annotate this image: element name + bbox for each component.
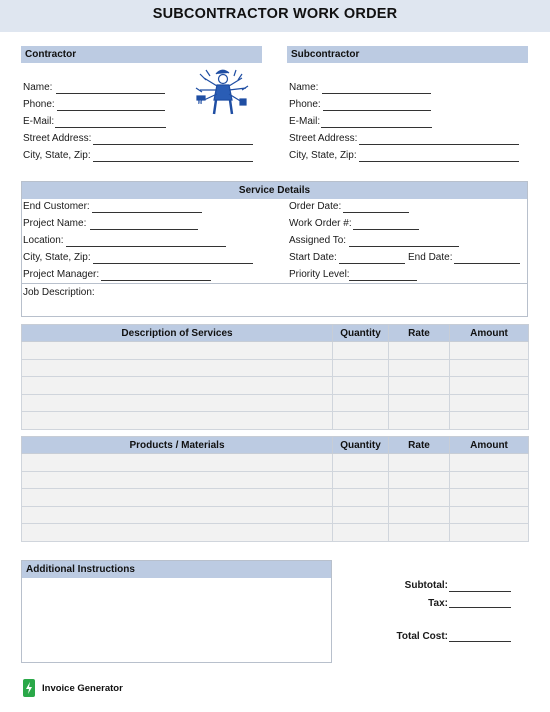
- brand-footer[interactable]: [22, 679, 123, 697]
- table-cell[interactable]: [450, 524, 529, 542]
- table-row: [22, 359, 529, 377]
- table-row: [22, 342, 529, 360]
- field-label: E-Mail:: [23, 116, 55, 127]
- table-cell[interactable]: [22, 412, 333, 430]
- subcontractor-email-field[interactable]: [289, 116, 434, 130]
- subcontractor-city-field[interactable]: [289, 150, 524, 164]
- table-row: [22, 394, 529, 412]
- job-description-field[interactable]: [23, 287, 523, 315]
- field-label: Priority Level:: [289, 269, 350, 280]
- start-date-field[interactable]: [289, 252, 409, 266]
- svg-text:M: M: [198, 100, 203, 106]
- field-label: E-Mail:: [289, 116, 321, 127]
- subcontractor-street-field[interactable]: [289, 133, 524, 147]
- table-row: [22, 506, 529, 524]
- tax-line[interactable]: [449, 607, 511, 608]
- field-label: Work Order #:: [289, 218, 352, 229]
- field-label: Project Manager:: [23, 269, 100, 280]
- location-field[interactable]: [23, 235, 228, 249]
- table-cell[interactable]: [389, 454, 450, 472]
- table-row: [22, 412, 529, 430]
- materials-col-products: Products / Materials: [22, 437, 333, 454]
- field-label: City, State, Zip:: [23, 252, 91, 263]
- total-cost-line[interactable]: [449, 641, 511, 642]
- order-date-field[interactable]: [289, 201, 414, 215]
- table-row: [22, 377, 529, 395]
- table-cell[interactable]: [450, 394, 529, 412]
- services-col-rate: Rate: [389, 325, 450, 342]
- field-label: End Customer:: [23, 201, 90, 212]
- contractor-name-field[interactable]: [23, 82, 168, 96]
- field-label: Start Date:: [289, 252, 337, 263]
- field-label: Phone:: [289, 99, 321, 110]
- table-cell[interactable]: [333, 471, 389, 489]
- table-cell[interactable]: [450, 471, 529, 489]
- priority-level-field[interactable]: [289, 269, 424, 283]
- table-cell[interactable]: [450, 489, 529, 507]
- field-label: Street Address:: [23, 133, 92, 144]
- table-row: [22, 524, 529, 542]
- table-cell[interactable]: [333, 412, 389, 430]
- subtotal-label: Subtotal:: [404, 580, 448, 591]
- field-label: Assigned To:: [289, 235, 347, 246]
- table-cell[interactable]: [333, 359, 389, 377]
- table-cell[interactable]: [22, 454, 333, 472]
- brand-name: Invoice Generator: [42, 682, 123, 694]
- field-label: Name:: [23, 82, 53, 93]
- job-description-divider: [22, 283, 527, 284]
- contractor-city-field[interactable]: [23, 150, 258, 164]
- table-cell[interactable]: [333, 377, 389, 395]
- table-cell[interactable]: [389, 524, 450, 542]
- table-cell[interactable]: [450, 506, 529, 524]
- table-cell[interactable]: [389, 471, 450, 489]
- subcontractor-header: Subcontractor: [287, 46, 528, 63]
- table-cell[interactable]: [450, 359, 529, 377]
- end-date-field[interactable]: [408, 252, 526, 266]
- project-name-field[interactable]: [23, 218, 203, 232]
- contractor-phone-field[interactable]: [23, 99, 168, 113]
- table-cell[interactable]: [333, 489, 389, 507]
- table-row: [22, 454, 529, 472]
- project-manager-field[interactable]: [23, 269, 213, 283]
- services-col-description: Description of Services: [22, 325, 333, 342]
- materials-col-rate: Rate: [389, 437, 450, 454]
- materials-col-quantity: Quantity: [333, 437, 389, 454]
- field-label: End Date:: [408, 252, 453, 263]
- services-table: [21, 324, 529, 430]
- total-cost-label: Total Cost:: [396, 631, 448, 642]
- end-customer-field[interactable]: [23, 201, 203, 215]
- table-cell[interactable]: [22, 524, 333, 542]
- table-cell[interactable]: [22, 394, 333, 412]
- table-cell[interactable]: [333, 342, 389, 360]
- field-label: Phone:: [23, 99, 55, 110]
- assigned-to-field[interactable]: [289, 235, 464, 249]
- table-cell[interactable]: [22, 377, 333, 395]
- contractor-email-field[interactable]: [23, 116, 168, 130]
- table-cell[interactable]: [333, 506, 389, 524]
- table-cell[interactable]: [450, 342, 529, 360]
- field-label: Job Description:: [23, 287, 95, 298]
- subcontractor-name-field[interactable]: [289, 82, 434, 96]
- table-cell[interactable]: [450, 454, 529, 472]
- table-cell[interactable]: [333, 454, 389, 472]
- table-cell[interactable]: [22, 342, 333, 360]
- table-cell[interactable]: [450, 412, 529, 430]
- page-title: SUBCONTRACTOR WORK ORDER: [152, 6, 398, 22]
- contractor-header: Contractor: [21, 46, 262, 63]
- table-cell[interactable]: [22, 359, 333, 377]
- table-cell[interactable]: [450, 377, 529, 395]
- table-cell[interactable]: [389, 394, 450, 412]
- table-row: [22, 471, 529, 489]
- tax-label: Tax:: [428, 598, 448, 609]
- field-label: Street Address:: [289, 133, 358, 144]
- materials-col-amount: Amount: [450, 437, 529, 454]
- table-row: [22, 489, 529, 507]
- table-cell[interactable]: [389, 506, 450, 524]
- services-col-amount: Amount: [450, 325, 529, 342]
- field-label: Name:: [289, 82, 319, 93]
- table-cell[interactable]: [333, 394, 389, 412]
- additional-instructions-header: Additional Instructions: [22, 561, 331, 578]
- table-cell[interactable]: [22, 489, 333, 507]
- field-label: Order Date:: [289, 201, 342, 212]
- subtotal-line[interactable]: [449, 591, 511, 592]
- subcontractor-phone-field[interactable]: [289, 99, 434, 113]
- field-label: City, State, Zip:: [23, 150, 91, 161]
- service-details-header: Service Details: [22, 182, 527, 199]
- table-cell[interactable]: [22, 506, 333, 524]
- field-label: Project Name:: [23, 218, 87, 229]
- field-label: City, State, Zip:: [289, 150, 357, 161]
- table-cell[interactable]: [389, 412, 450, 430]
- field-label: Location:: [23, 235, 64, 246]
- invoice-generator-logo-icon: [22, 679, 36, 697]
- table-cell[interactable]: [389, 377, 450, 395]
- materials-table: [21, 436, 529, 542]
- handyman-tools-icon: [192, 66, 252, 118]
- table-cell[interactable]: [389, 489, 450, 507]
- table-cell[interactable]: [22, 471, 333, 489]
- contractor-street-field[interactable]: [23, 133, 258, 147]
- service-city-field[interactable]: [23, 252, 258, 266]
- work-order-number-field[interactable]: [289, 218, 424, 232]
- table-cell[interactable]: [333, 524, 389, 542]
- services-col-quantity: Quantity: [333, 325, 389, 342]
- table-cell[interactable]: [389, 342, 450, 360]
- table-cell[interactable]: [389, 359, 450, 377]
